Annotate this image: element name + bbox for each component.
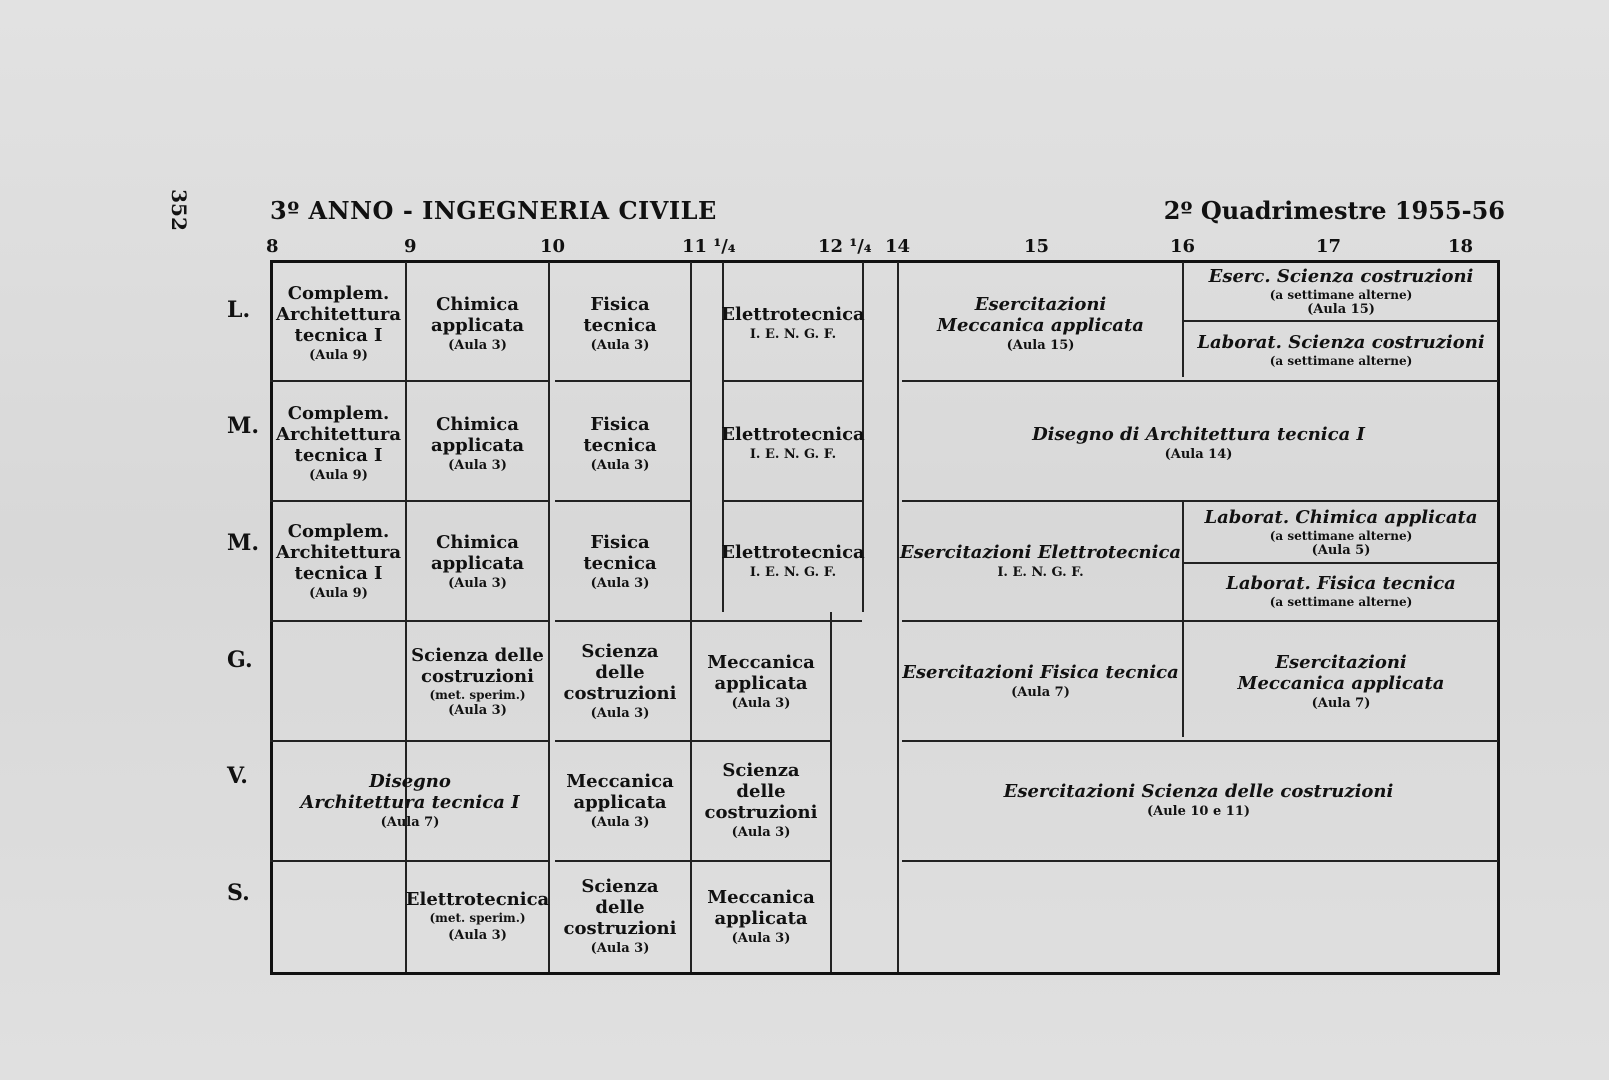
grid-line (555, 740, 690, 742)
grid-line (902, 620, 1498, 622)
lesson-cell: Elettrotecnica I. E. N. G. F. (721, 424, 865, 462)
lesson-cell: Elettrotecnica I. E. N. G. F. (721, 304, 865, 342)
hour-label: 15 (1024, 236, 1050, 257)
lesson-cell: Complem. Architettura tecnica I (Aula 9) (276, 283, 401, 363)
lesson-cell: Elettrotecnica (met. sperim.) (Aula 3) (405, 889, 550, 943)
hour-label: 12 ¹/₄ (818, 236, 872, 257)
day-label: S. (227, 880, 250, 906)
lesson-cell: Scienza delle costruzioni (met. sperim.) (Aula 3) (411, 645, 544, 718)
grid-line (555, 500, 690, 502)
lesson-cell: Complem. Architettura tecnica I (Aula 9) (276, 403, 401, 483)
grid-line (690, 860, 830, 862)
lesson-cell: Esercitazioni Meccanica applicata (Aula 15) (937, 293, 1144, 353)
lesson-cell: Scienza delle costruzioni (Aula 3) (563, 876, 677, 956)
day-label: L. (227, 297, 251, 323)
grid-line (555, 380, 690, 382)
day-label: M. (227, 530, 260, 556)
hour-label: 17 (1316, 236, 1342, 257)
lesson-cell: Disegno di Architettura tecnica I (Aula 14) (1032, 424, 1365, 462)
lesson-cell: Meccanica applicata (Aula 3) (707, 651, 815, 711)
grid-line (690, 620, 862, 622)
grid-line (902, 860, 1498, 862)
hour-label: 18 (1448, 236, 1474, 257)
grid-line (270, 620, 550, 622)
lesson-cell: Laborat. Scienza costruzioni (a settimane alterne) (1197, 331, 1485, 368)
lesson-cell: Fisica tecnica (Aula 3) (583, 413, 657, 473)
grid-line (270, 380, 550, 382)
lesson-cell: Scienza delle costruzioni (Aula 3) (704, 760, 818, 840)
grid-line (722, 380, 862, 382)
hour-label: 14 (885, 236, 911, 257)
grid-line (722, 500, 862, 502)
hour-label: 11 ¹/₄ (682, 236, 736, 257)
page-number: 352 (166, 189, 191, 231)
page-title: 3º ANNO - INGEGNERIA CIVILE (270, 196, 717, 225)
lesson-cell: Fisica tecnica (Aula 3) (583, 293, 657, 353)
lesson-cell: Chimica applicata (Aula 3) (430, 293, 525, 353)
grid-line (555, 860, 690, 862)
lesson-cell: Meccanica applicata (Aula 3) (707, 886, 815, 946)
lesson-cell: Scienza delle costruzioni (Aula 3) (563, 641, 677, 721)
lesson-cell: Complem. Architettura tecnica I (Aula 9) (276, 521, 401, 601)
day-label: V. (227, 763, 248, 789)
lesson-cell: Fisica tecnica (Aula 3) (583, 531, 657, 591)
grid-line (270, 500, 550, 502)
hour-label: 16 (1170, 236, 1196, 257)
grid-line (555, 620, 690, 622)
grid-line (270, 740, 550, 742)
lesson-cell: Esercitazioni Scienza delle costruzioni (Aule 10 e 11) (1003, 781, 1394, 819)
lesson-cell: Esercitazioni Meccanica applicata (Aula 7) (1237, 651, 1445, 711)
grid-line (690, 740, 830, 742)
lesson-cell: Eserc. Scienza costruzioni (a settimane alterne) (Aula 15) (1208, 265, 1474, 317)
day-label: G. (227, 647, 253, 673)
grid-line (270, 860, 550, 862)
lesson-cell: Esercitazioni Elettrotecnica I. E. N. G. F. (899, 542, 1182, 580)
lesson-cell: Laborat. Chimica applicata (a settimane alterne) (Aula 5) (1204, 506, 1478, 558)
day-label: M. (227, 413, 260, 439)
hour-label: 9 (404, 236, 417, 257)
grid-line (830, 612, 832, 972)
lesson-cell: Meccanica applicata (Aula 3) (566, 770, 674, 830)
lesson-cell: Chimica applicata (Aula 3) (430, 413, 525, 473)
hour-label: 10 (540, 236, 566, 257)
quadrimestre-label: 2º Quadrimestre 1955-56 (1163, 196, 1505, 225)
hour-label: 8 (266, 236, 279, 257)
lesson-cell: Disegno Architettura tecnica I (Aula 7) (300, 770, 520, 830)
lesson-cell: Esercitazioni Fisica tecnica (Aula 7) (902, 662, 1179, 700)
lesson-cell: Chimica applicata (Aula 3) (430, 531, 525, 591)
grid-line (902, 380, 1498, 382)
lesson-cell: Laborat. Fisica tecnica (a settimane alterne) (1226, 572, 1456, 609)
grid-line (902, 740, 1498, 742)
lesson-cell: Elettrotecnica I. E. N. G. F. (721, 542, 865, 580)
